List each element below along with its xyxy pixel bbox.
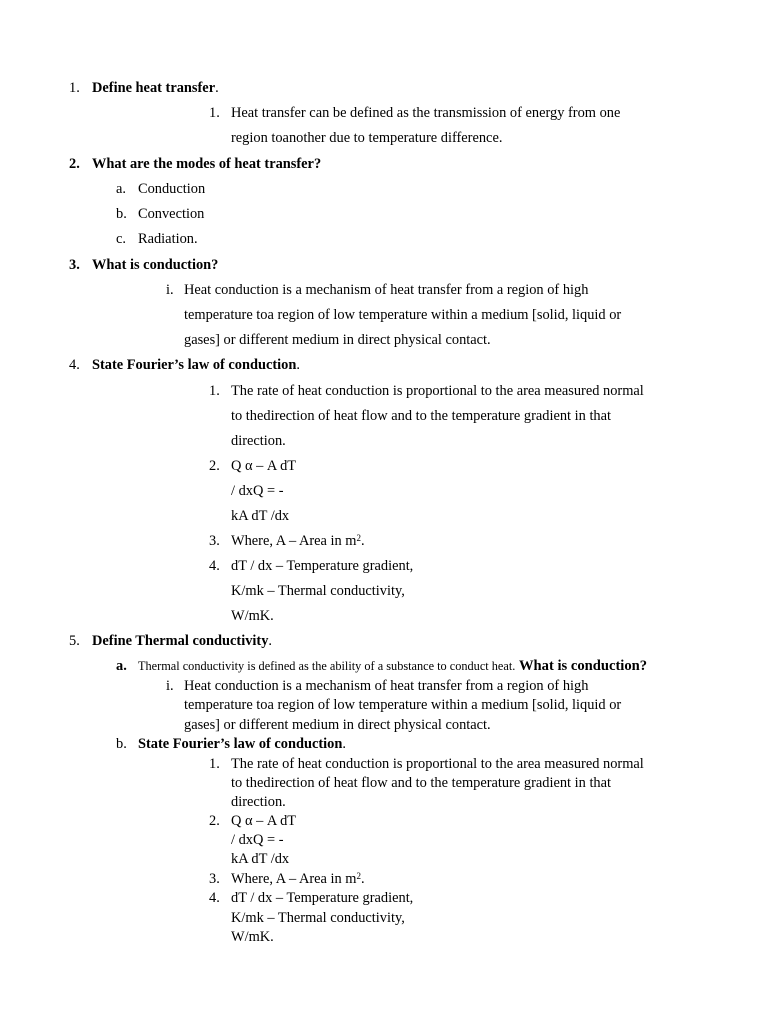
q3-heading xyxy=(92,256,218,274)
q5-ai-line2: temperature toa region of low temperature within a medium [solid, liquid or xyxy=(184,697,622,713)
q5-title: Define Thermal conductivity xyxy=(92,633,269,649)
q4-point4-line3: W/mK. xyxy=(231,608,274,624)
q5-a-number xyxy=(116,657,127,675)
q4-title: State Fourier’s law of conduction xyxy=(92,357,297,373)
q3-answer-number: i. xyxy=(166,282,174,298)
q5-point1-number: 1. xyxy=(209,756,220,772)
q5-point2-line1: Q α – A dT xyxy=(231,813,297,829)
q2-item-c-text: Radiation. xyxy=(138,231,198,247)
q5-a-number-text: a. xyxy=(116,658,127,674)
q1-answer-number: 1. xyxy=(209,105,220,121)
q2-item-b-number: b. xyxy=(116,206,127,222)
q4-point3 xyxy=(231,532,365,550)
q4-point1-line1: The rate of heat conduction is proportional to the area measured normal xyxy=(231,383,644,399)
q5-point4-line1: dT / dx – Temperature gradient, xyxy=(231,890,414,906)
q4-point2-line3: kA dT /dx xyxy=(231,508,290,524)
q1-answer-line2: region toanother due to temperature difference. xyxy=(231,130,503,146)
q2-item-a-number: a. xyxy=(116,181,126,197)
q4-point3-text: Where, A – Area in m xyxy=(231,533,357,549)
q5-heading xyxy=(92,632,272,650)
q4-point3-trail: . xyxy=(360,533,365,549)
q5-number: 5. xyxy=(69,633,80,649)
q4-point1-line2: to thedirection of heat flow and to the temperature gradient in that xyxy=(231,408,612,424)
q5-point2-line2: / dxQ = - xyxy=(231,832,284,848)
q4-point2-line2: / dxQ = - xyxy=(231,483,284,499)
q4-number: 4. xyxy=(69,357,80,373)
q5-point4-number: 4. xyxy=(209,890,220,906)
q3-answer-line1: Heat conduction is a mechanism of heat transfer from a region of high xyxy=(184,282,589,298)
q2-item-a-text: Conduction xyxy=(138,181,206,197)
q4-trail: . xyxy=(296,357,300,373)
q3-title: What is conduction? xyxy=(92,257,219,273)
q4-point3-number: 3. xyxy=(209,533,220,549)
q1-heading xyxy=(92,79,219,97)
q3-number-text: 3. xyxy=(69,257,80,273)
q5-point2-line3: kA dT /dx xyxy=(231,851,290,867)
q1-trail: . xyxy=(215,80,219,96)
q5-point4-line3: W/mK. xyxy=(231,929,274,945)
q3-answer-line2: temperature toa region of low temperature within a medium [solid, liquid or xyxy=(184,307,622,323)
q3-answer-line3: gases] or different medium in direct physical contact. xyxy=(184,332,491,348)
q4-point2-number: 2. xyxy=(209,458,220,474)
q5-point1-line3: direction. xyxy=(231,794,286,810)
q5-point3-text: Where, A – Area in m xyxy=(231,871,357,887)
q5-point4-line2: K/mk – Thermal conductivity, xyxy=(231,910,405,926)
q1-number: 1. xyxy=(69,80,80,96)
q5-point1-line2: to thedirection of heat flow and to the temperature gradient in that xyxy=(231,775,612,791)
q5-point3 xyxy=(231,870,365,888)
q5-b-title: State Fourier’s law of conduction xyxy=(138,736,343,752)
q5-point3-trail: . xyxy=(360,871,365,887)
q5-ai-line1: Heat conduction is a mechanism of heat transfer from a region of high xyxy=(184,678,589,694)
q5-point2-number: 2. xyxy=(209,813,220,829)
q1-title: Define heat transfer xyxy=(92,80,216,96)
q5-b-heading xyxy=(138,735,346,753)
q5-b-trail: . xyxy=(342,736,346,752)
q4-heading xyxy=(92,356,300,374)
q2-number xyxy=(69,155,80,173)
q2-heading xyxy=(92,155,321,173)
q4-point1-number: 1. xyxy=(209,383,220,399)
q5-a-heading: What is conduction? xyxy=(518,658,648,674)
q5-ai-line3: gases] or different medium in direct physical contact. xyxy=(184,717,491,733)
q2-number-text: 2. xyxy=(69,156,80,172)
q5-trail: . xyxy=(268,633,273,649)
q4-point4-line2: K/mk – Thermal conductivity, xyxy=(231,583,405,599)
q4-point2-line1: Q α – A dT xyxy=(231,458,297,474)
q1-answer-line1: Heat transfer can be defined as the transmission of energy from one xyxy=(231,105,621,121)
q5-b-number: b. xyxy=(116,736,127,752)
q4-point4-number: 4. xyxy=(209,558,220,574)
q5-point3-number: 3. xyxy=(209,871,220,887)
q5-point3-sup: 2 xyxy=(356,871,361,881)
q2-item-b-text: Convection xyxy=(138,206,205,222)
q5-a-text: Thermal conductivity is defined as the ability of a substance to conduct heat. xyxy=(138,659,516,673)
q4-point3-sup: 2 xyxy=(356,533,361,543)
q4-point1-line3: direction. xyxy=(231,433,286,449)
q5-ai-number: i. xyxy=(166,678,174,694)
q5-point1-line1: The rate of heat conduction is proportional to the area measured normal xyxy=(231,756,644,772)
q5-a-line xyxy=(138,657,647,675)
q3-number xyxy=(69,256,80,274)
q4-point4-line1: dT / dx – Temperature gradient, xyxy=(231,558,414,574)
q2-title: What are the modes of heat transfer? xyxy=(92,156,322,172)
q2-item-c-number: c. xyxy=(116,231,126,247)
